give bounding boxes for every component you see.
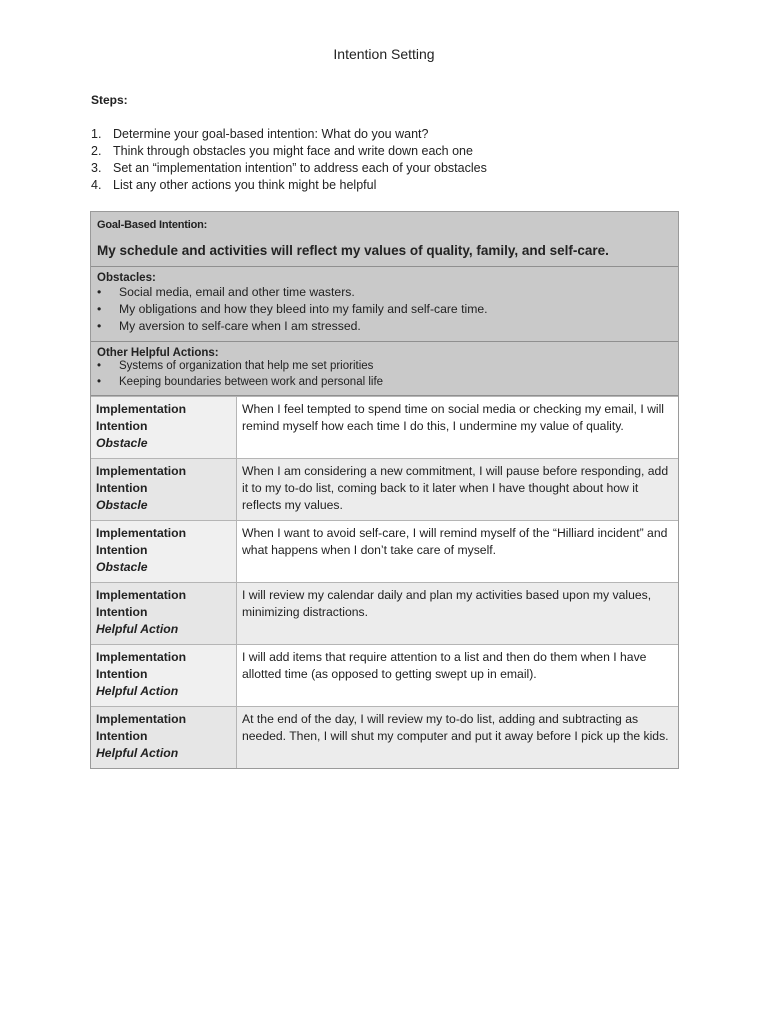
- obstacle-item: [97, 284, 672, 301]
- step-text: Determine your goal-based intention: What do you want?: [113, 127, 429, 141]
- action-text: Keeping boundaries between work and personal life: [119, 375, 384, 388]
- step-item: [91, 160, 487, 177]
- row-label: Implementation: [96, 588, 187, 602]
- row-label: Implementation: [96, 464, 187, 478]
- action-item: [97, 359, 672, 375]
- step-item: [91, 126, 487, 143]
- action-item: [97, 375, 672, 391]
- row-label: Intention: [96, 729, 148, 743]
- table-row: [91, 396, 678, 458]
- row-text-cell: When I feel tempted to spend time on social media or checking my email, I will remind myself how each time I do this, I undermine my value of quality.: [237, 397, 678, 458]
- bullet-icon: •: [97, 285, 102, 299]
- row-label: Implementation: [96, 526, 187, 540]
- table-row: [91, 582, 678, 644]
- row-text-cell: When I am considering a new commitment, I will pause before responding, add it to my to-do list, coming back to it later when I have thought about how it reflects my values.: [237, 459, 678, 520]
- other-actions-label: Other Helpful Actions:: [97, 347, 219, 359]
- step-text: List any other actions you think might be helpful: [113, 178, 377, 192]
- row-type: Helpful Action: [96, 746, 179, 760]
- obstacle-text: My obligations and how they bleed into my family and self-care time.: [119, 302, 488, 316]
- obstacle-item: [97, 318, 672, 335]
- row-text-cell: I will review my calendar daily and plan my activities based upon my values, minimizing distractions.: [237, 583, 678, 644]
- row-label-cell: [91, 583, 237, 644]
- obstacle-text: Social media, email and other time wasters.: [119, 285, 355, 299]
- table-row: [91, 644, 678, 706]
- row-label-cell: [91, 459, 237, 520]
- step-text: Set an “implementation intention” to address each of your obstacles: [113, 161, 487, 175]
- obstacles-label: Obstacles:: [97, 272, 156, 284]
- goal-section: [91, 212, 678, 267]
- row-type: Helpful Action: [96, 622, 179, 636]
- row-label-cell: [91, 521, 237, 582]
- row-label: Implementation: [96, 402, 187, 416]
- row-text-cell: At the end of the day, I will review my to-do list, adding and subtracting as needed. Then, I will shut my computer and put it away before I pick up the kids.: [237, 707, 678, 768]
- table-row: [91, 458, 678, 520]
- intention-table: [90, 211, 679, 769]
- row-label: Intention: [96, 605, 148, 619]
- row-text-cell: I will add items that require attention to a list and then do them when I have allotted time (as opposed to getting swept up in email).: [237, 645, 678, 706]
- row-text-cell: When I want to avoid self-care, I will remind myself of the “Hilliard incident” and what happens when I don’t take care of myself.: [237, 521, 678, 582]
- row-label-cell: [91, 397, 237, 458]
- obstacles-section: [91, 267, 678, 342]
- bullet-icon: •: [97, 319, 102, 333]
- goal-label: Goal-Based Intention:: [97, 219, 208, 231]
- steps-list: [91, 126, 487, 194]
- step-number: 2.: [91, 144, 102, 158]
- step-item: [91, 177, 487, 194]
- steps-heading: Steps:: [91, 93, 128, 107]
- step-number: 1.: [91, 127, 102, 141]
- goal-text: My schedule and activities will reflect my values of quality, family, and self-care.: [97, 243, 609, 258]
- bullet-icon: •: [97, 360, 102, 372]
- row-label: Intention: [96, 543, 148, 557]
- bullet-icon: •: [97, 375, 102, 388]
- table-row: [91, 706, 678, 768]
- step-number: 4.: [91, 178, 102, 192]
- bullet-icon: •: [97, 302, 102, 316]
- page-title: Intention Setting: [333, 46, 435, 62]
- row-label: Implementation: [96, 650, 187, 664]
- row-type: Helpful Action: [96, 684, 179, 698]
- obstacle-item: [97, 301, 672, 318]
- row-label: Intention: [96, 481, 148, 495]
- row-label-cell: [91, 645, 237, 706]
- table-row: [91, 520, 678, 582]
- row-type: Obstacle: [96, 498, 148, 512]
- obstacle-text: My aversion to self-care when I am stressed.: [119, 319, 361, 333]
- row-label: Intention: [96, 419, 148, 433]
- step-item: [91, 143, 487, 160]
- row-label: Implementation: [96, 712, 187, 726]
- action-text: Systems of organization that help me set priorities: [119, 360, 374, 372]
- row-type: Obstacle: [96, 560, 148, 574]
- row-label: Intention: [96, 667, 148, 681]
- row-label-cell: [91, 707, 237, 768]
- row-type: Obstacle: [96, 436, 148, 450]
- step-text: Think through obstacles you might face and write down each one: [113, 144, 473, 158]
- step-number: 3.: [91, 161, 102, 175]
- other-actions-section: [91, 342, 678, 396]
